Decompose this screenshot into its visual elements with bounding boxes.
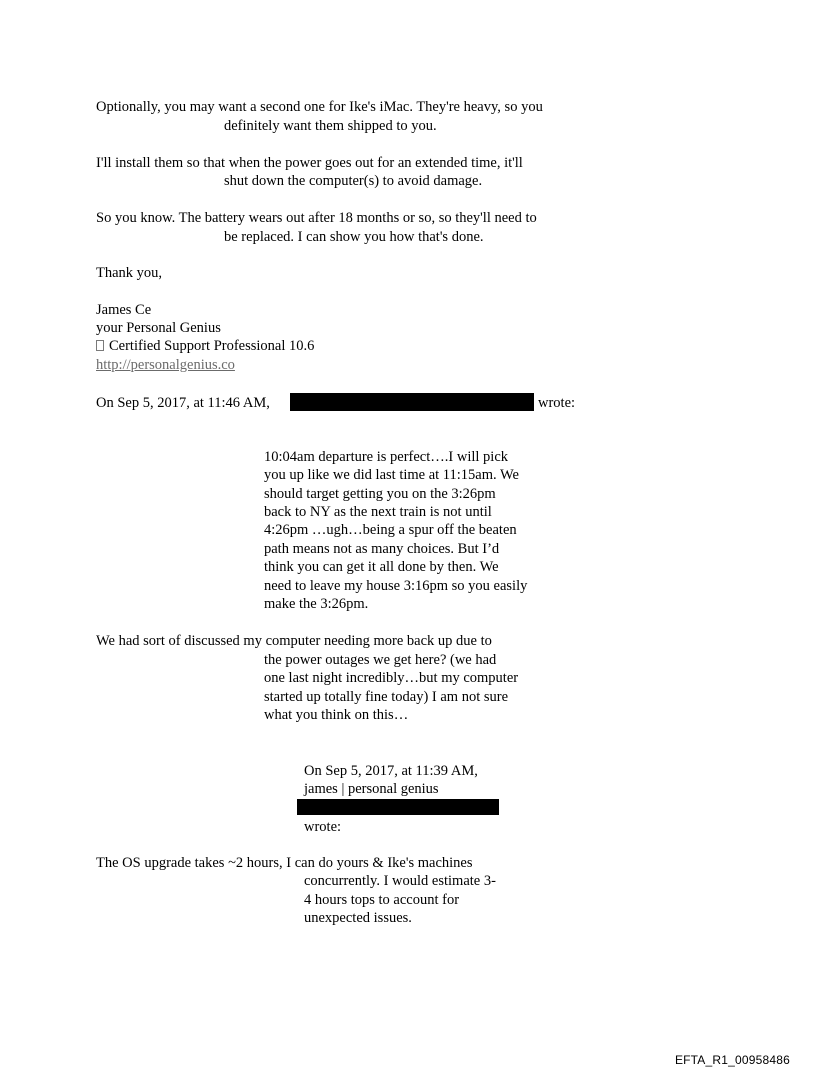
quote-header-suffix: wrote: xyxy=(538,395,576,411)
quote-line: the power outages we get here? (we had xyxy=(264,652,497,668)
quote-line: you up like we did last time at 11:15am. We xyxy=(264,467,519,483)
quote-line: path means not as many choices. But I’d xyxy=(264,541,500,557)
signature-name: James Ce xyxy=(96,302,152,318)
quote-line: started up totally fine today) I am not sure xyxy=(264,689,509,705)
quote-line: concurrently. I would estimate 3- xyxy=(304,873,496,889)
quote-line: 4:26pm …ugh…being a spur off the beaten xyxy=(264,522,517,538)
paragraph-line: be replaced. I can show you how that's done. xyxy=(224,229,484,245)
closing-text: Thank you, xyxy=(96,265,163,281)
quote-line: think you can get it all done by then. We xyxy=(264,559,499,575)
paragraph-line: definitely want them shipped to you. xyxy=(224,118,437,134)
quote-line: The OS upgrade takes ~2 hours, I can do yours & Ike's machines xyxy=(96,855,473,871)
paragraph-line: So you know. The battery wears out after 18 months or so, so they'll need to xyxy=(96,210,537,226)
quote-line: unexpected issues. xyxy=(304,910,412,926)
quote-line: need to leave my house 3:16pm so you easily xyxy=(264,578,528,594)
bates-number: EFTA_R1_00958486 xyxy=(674,1053,790,1067)
paragraph-line: shut down the computer(s) to avoid damage. xyxy=(224,173,483,189)
quote-line: back to NY as the next train is not until xyxy=(264,504,492,520)
redaction-block xyxy=(297,799,499,815)
redaction-block xyxy=(290,393,534,411)
missing-glyph-icon xyxy=(96,340,104,351)
quote-header-line: james | personal genius xyxy=(304,781,439,797)
paragraph-line: I'll install them so that when the power goes out for an extended time, it'll xyxy=(96,155,523,171)
quote-line: should target getting you on the 3:26pm xyxy=(264,486,496,502)
quote-line: make the 3:26pm. xyxy=(264,596,369,612)
quote-line: 10:04am departure is perfect….I will pick xyxy=(264,449,509,465)
quote-header-line: wrote: xyxy=(304,819,342,835)
signature-link[interactable]: http://personalgenius.co xyxy=(96,357,235,373)
quote-line: We had sort of discussed my computer needing more back up due to xyxy=(96,633,492,649)
signature-title: your Personal Genius xyxy=(96,320,221,336)
quote-line: one last night incredibly…but my computer xyxy=(264,670,519,686)
quote-header-prefix: On Sep 5, 2017, at 11:46 AM, xyxy=(96,395,270,411)
paragraph-line: Optionally, you may want a second one for Ike's iMac. They're heavy, so you xyxy=(96,99,543,115)
quote-line: what you think on this… xyxy=(264,707,409,723)
quote-line: 4 hours tops to account for xyxy=(304,892,460,908)
quote-header-line: On Sep 5, 2017, at 11:39 AM, xyxy=(304,763,478,779)
signature-cert-text: Certified Support Professional 10.6 xyxy=(109,338,315,354)
signature-cert xyxy=(96,337,314,356)
